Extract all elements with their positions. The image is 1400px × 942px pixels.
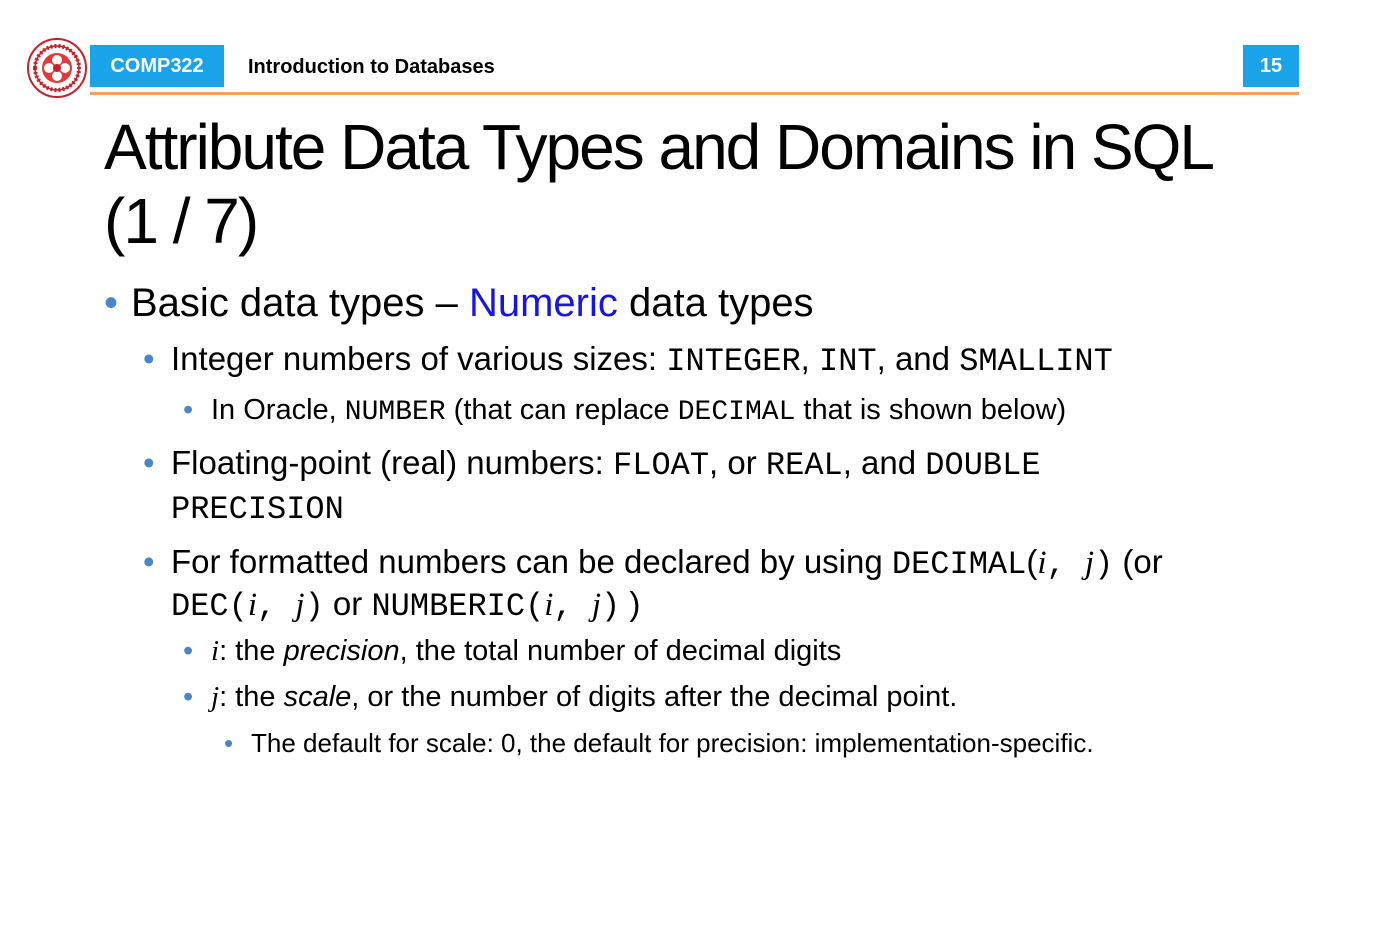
b5-code-numberic: NUMBERIC <box>371 588 526 625</box>
bullet-icon: • <box>143 340 155 377</box>
b4-sep1: , or <box>709 444 766 481</box>
b4-code-precision: PRECISION <box>171 491 344 528</box>
university-seal-icon <box>27 38 87 98</box>
b2-code-integer: INTEGER <box>666 343 801 380</box>
b6-post: , the total number of decimal digits <box>399 635 842 667</box>
b5-paren-close-3: ) <box>601 588 621 625</box>
bullet-icon: • <box>183 635 194 667</box>
b5-pre: For formatted numbers can be declared by using <box>171 543 892 580</box>
b5-var-i-2: i <box>247 587 257 623</box>
course-code: COMP322 <box>110 54 204 77</box>
b5-paren-open-2: ( <box>228 588 248 625</box>
b6-pre: : the <box>219 635 284 667</box>
b5-close-paren: ) <box>620 585 641 622</box>
b5-var-j-2: j <box>295 587 305 623</box>
b3-mid: (that can replace <box>445 394 678 426</box>
b1-post: data types <box>617 281 814 325</box>
b5-paren-open-3: ( <box>525 588 545 625</box>
course-name: Introduction to Databases <box>248 56 495 78</box>
slide-title-line-1: Attribute Data Types and Domains in SQL <box>104 111 1213 183</box>
b7-term-scale: scale <box>283 681 352 713</box>
b3-code-decimal: DECIMAL <box>677 397 796 428</box>
b1-pre: Basic data types – <box>131 281 469 325</box>
slide-title <box>104 110 1344 258</box>
header-divider <box>90 92 1299 95</box>
page-number: 15 <box>1259 54 1283 77</box>
bullet-icon: • <box>143 543 155 580</box>
bullet-floating-point-cont <box>171 487 344 530</box>
b7-pre: : the <box>219 681 284 713</box>
b8-text: The default for scale: 0, the default for precision: implementation-specific. <box>251 728 1094 758</box>
bullet-floating-point <box>171 443 1041 486</box>
bullet-icon: • <box>143 444 155 481</box>
bullet-icon: • <box>224 728 234 758</box>
b1-accent: Numeric <box>468 281 618 325</box>
b5-var-j: j <box>1084 545 1095 581</box>
b2-code-smallint: SMALLINT <box>959 343 1113 380</box>
b5-comma-2: , <box>256 588 296 625</box>
b2-text: Integer numbers of various sizes: <box>171 340 667 377</box>
b5-paren-close: ) <box>1094 546 1114 583</box>
b4-sep2: , and <box>842 444 926 481</box>
b5-post: (or <box>1113 543 1163 580</box>
b6-term-precision: precision <box>283 635 400 667</box>
b4-code-real: REAL <box>765 447 843 484</box>
b3-post: that is shown below) <box>795 394 1067 426</box>
b5-paren-close-2: ) <box>304 588 324 625</box>
bullet-icon: • <box>183 681 194 713</box>
b2-sep1: , <box>800 340 819 377</box>
b5-var-j-3: j <box>591 587 602 623</box>
b5-comma: , <box>1046 546 1085 583</box>
bullet-formatted-numbers <box>171 542 1163 585</box>
b6-var-i: i <box>211 635 220 667</box>
bullet-precision <box>211 634 841 668</box>
course-code-badge <box>90 45 224 87</box>
b5-paren-open: ( <box>1026 543 1038 580</box>
b5-var-i: i <box>1037 545 1047 581</box>
page-number-badge <box>1243 45 1299 87</box>
b7-post: , or the number of digits after the decimal point. <box>351 681 958 713</box>
b5-code-decimal: DECIMAL <box>891 546 1027 583</box>
b3-pre: In Oracle, <box>211 394 345 426</box>
bullet-integer-numbers <box>171 339 1113 382</box>
slide-title-line-2: (1 / 7) <box>104 185 258 257</box>
b5-or: or <box>323 585 372 622</box>
bullet-icon: • <box>104 281 119 325</box>
b2-code-int: INT <box>819 343 877 380</box>
b7-var-j: j <box>211 681 220 713</box>
b4-code-double: DOUBLE <box>925 447 1041 484</box>
b2-sep2: , and <box>876 340 960 377</box>
b4-code-float: FLOAT <box>613 447 710 484</box>
bullet-basic-data-types <box>131 280 814 326</box>
b4-pre: Floating-point (real) numbers: <box>171 444 614 481</box>
bullet-defaults <box>251 728 1094 758</box>
bullet-oracle-number <box>211 393 1066 430</box>
bullet-formatted-numbers-cont <box>171 584 640 627</box>
b5-comma-3: , <box>553 588 592 625</box>
b5-code-dec: DEC <box>171 588 229 625</box>
bullet-icon: • <box>183 394 194 426</box>
bullet-scale <box>211 680 957 714</box>
b3-code-number: NUMBER <box>344 397 446 428</box>
b5-var-i-3: i <box>544 587 554 623</box>
